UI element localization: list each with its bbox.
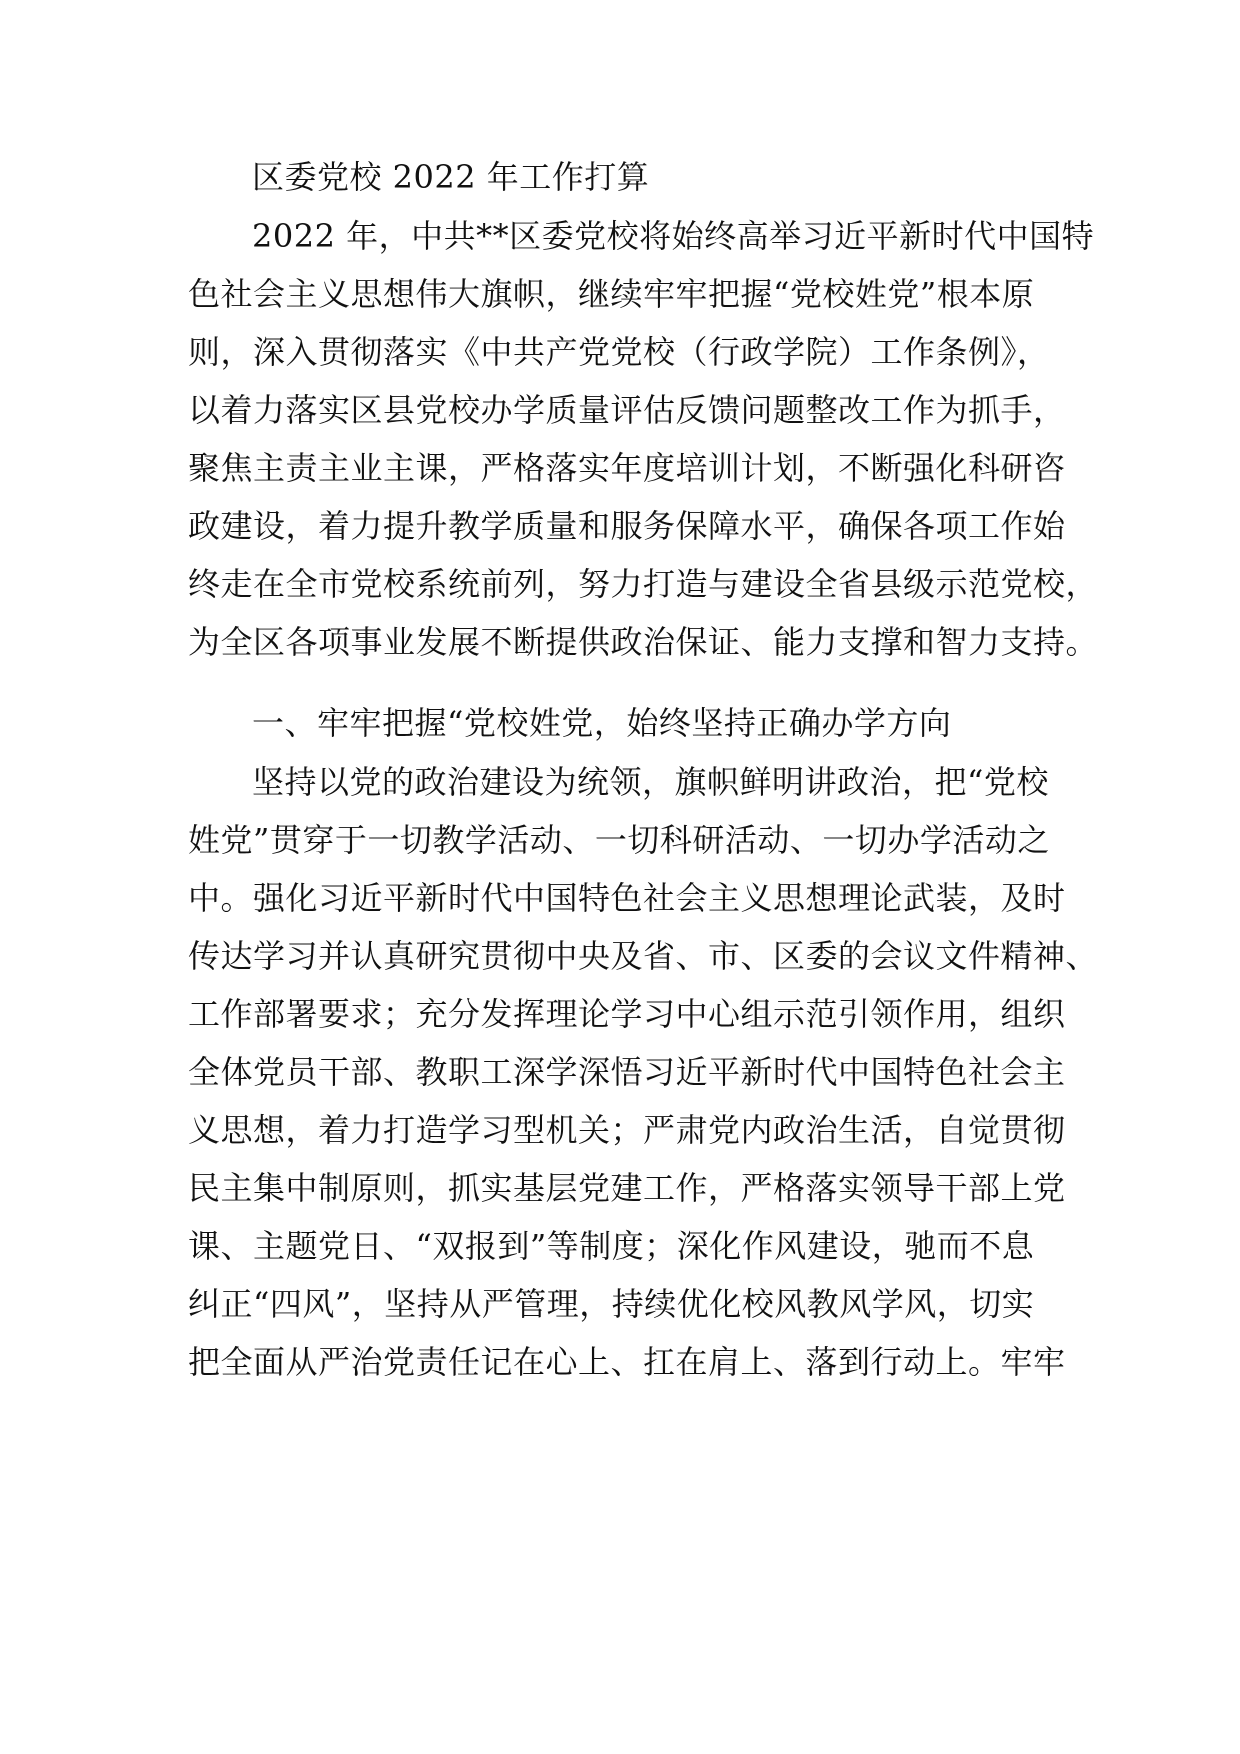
paragraph-line: 纠正“四风”，坚持从严管理，持续优化校风教风学风，切实 [188, 1285, 1035, 1323]
paragraph-line: 课、主题党日、“双报到”等制度；深化作风建设，驰而不息 [188, 1227, 1035, 1265]
paragraph-line: 坚持以党的政治建设为统领，旗帜鲜明讲政治，把“党校 [252, 763, 1049, 801]
paragraph-line: 义思想，着力打造学习型机关；严肃党内政治生活，自觉贯彻 [188, 1111, 1066, 1149]
paragraph-line: 2022 年，中共**区委党校将始终高举习近平新时代中国特 [252, 217, 1095, 255]
paragraph-line: 中。强化习近平新时代中国特色社会主义思想理论武装，及时 [188, 879, 1066, 917]
paragraph-line: 姓党”贯穿于一切教学活动、一切科研活动、一切办学活动之 [188, 821, 1050, 859]
paragraph-line: 终走在全市党校系统前列，努力打造与建设全省县级示范党校， [188, 565, 1099, 603]
paragraph-line: 传达学习并认真研究贯彻中央及省、市、区委的会议文件精神、 [188, 937, 1099, 975]
paragraph-line: 把全面从严治党责任记在心上、扛在肩上、落到行动上。牢牢 [188, 1343, 1066, 1381]
paragraph-line: 为全区各项事业发展不断提供政治保证、能力支撑和智力支持。 [188, 623, 1099, 661]
paragraph-line: 色社会主义思想伟大旗帜，继续牢牢把握“党校姓党”根本原 [188, 275, 1035, 313]
paragraph-line: 以着力落实区县党校办学质量评估反馈问题整改工作为抓手， [188, 391, 1066, 429]
paragraph-line: 政建设，着力提升教学质量和服务保障水平，确保各项工作始 [188, 507, 1066, 545]
paragraph-line: 全体党员干部、教职工深学深悟习近平新时代中国特色社会主 [188, 1053, 1066, 1091]
paragraph-line: 工作部署要求；充分发挥理论学习中心组示范引领作用，组织 [188, 995, 1066, 1033]
paragraph-line: 民主集中制原则，抓实基层党建工作，严格落实领导干部上党 [188, 1169, 1066, 1207]
document-title: 区委党校 2022 年工作打算 [252, 158, 650, 196]
paragraph-line: 聚焦主责主业主课，严格落实年度培训计划，不断强化科研咨 [188, 449, 1066, 487]
section-heading: 一、牢牢把握“党校姓党，始终坚持正确办学方向 [252, 704, 952, 742]
paragraph-line: 则，深入贯彻落实《中共产党党校（行政学院）工作条例》， [188, 333, 1050, 371]
